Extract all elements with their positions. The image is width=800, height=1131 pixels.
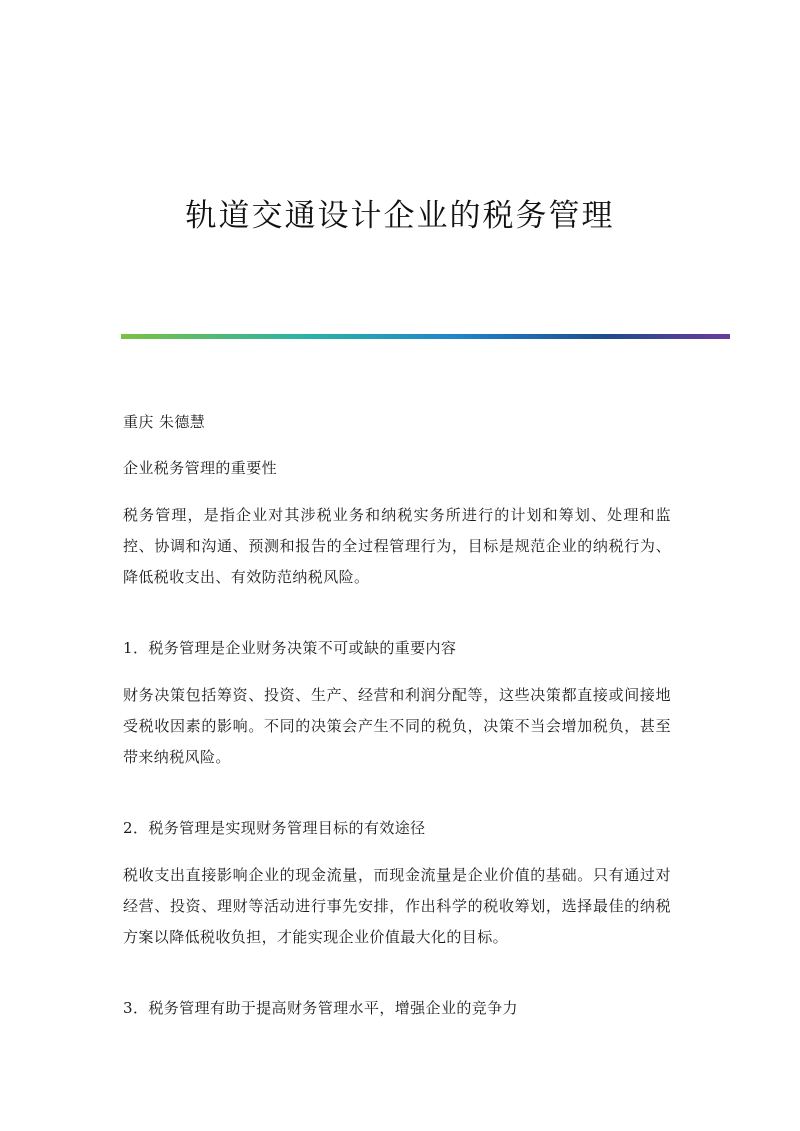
author-line: 重庆 朱德慧 xyxy=(123,413,206,431)
paragraph-3: 税收支出直接影响企业的现金流量，而现金流量是企业价值的基础。只有通过对经营、投资、理财等活动进行事先安排，作出科学的税收筹划，选择最佳的纳税方案以降低税收负担，才能实现企业价值最大化的目标。 xyxy=(123,866,671,946)
numbered-item-1: 1．税务管理是企业财务决策不可或缺的重要内容 xyxy=(123,639,457,657)
numbered-item-2: 2．税务管理是实现财务管理目标的有效途径 xyxy=(123,819,426,837)
numbered-item-3: 3．税务管理有助于提高财务管理水平，增强企业的竞争力 xyxy=(123,999,518,1017)
document-title: 轨道交通设计企业的税务管理 xyxy=(185,198,615,234)
paragraph-1: 税务管理，是指企业对其涉税业务和纳税实务所进行的计划和筹划、处理和监控、协调和沟通、预测和报告的全过程管理行为，目标是规范企业的纳税行为、降低税收支出、有效防范纳税风险。 xyxy=(123,506,671,586)
section-heading: 企业税务管理的重要性 xyxy=(123,459,278,477)
paragraph-2: 财务决策包括筹资、投资、生产、经营和利润分配等，这些决策都直接或间接地受税收因素的影响。不同的决策会产生不同的税负，决策不当会增加税负，甚至带来纳税风险。 xyxy=(123,686,671,766)
title-divider-rule xyxy=(121,334,730,339)
